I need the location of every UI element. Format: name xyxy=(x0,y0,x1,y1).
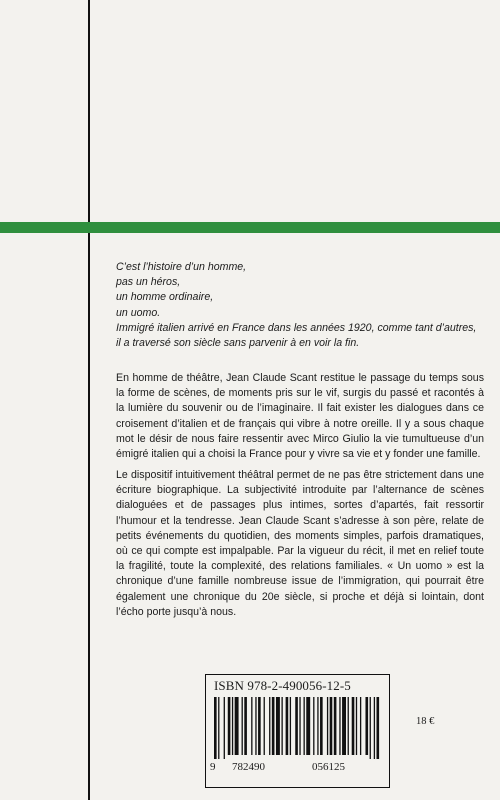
barcode-bar xyxy=(269,697,270,755)
barcode-bar xyxy=(306,697,310,755)
intro-line: Immigré italien arrivé en France dans les années 1920, comme tant d’autres, xyxy=(116,321,477,334)
barcode-bar xyxy=(320,697,323,755)
barcode-bar xyxy=(370,697,371,759)
intro-line: C’est l’histoire d’un homme, xyxy=(116,261,247,273)
intro-line: un uomo. xyxy=(116,306,161,319)
barcode-digit-lead: 9 xyxy=(210,761,216,773)
barcode-bar xyxy=(365,697,368,755)
barcode-bar xyxy=(342,697,346,755)
barcode-bar xyxy=(281,697,282,755)
barcode-bar xyxy=(232,697,233,755)
barcode-bar xyxy=(264,697,265,755)
intro-quote xyxy=(116,260,486,351)
barcode-bar xyxy=(352,697,355,755)
isbn-box xyxy=(205,674,390,788)
barcode-bar xyxy=(258,697,261,755)
vertical-rule xyxy=(88,0,90,800)
intro-line: il a traversé son siècle sans parvenir à en voir la fin. xyxy=(116,337,360,350)
barcode-bar xyxy=(255,697,256,755)
barcode-bar xyxy=(376,697,379,759)
barcode-bar xyxy=(374,697,375,759)
barcode-bar xyxy=(214,697,217,759)
intro-line: pas un héros, xyxy=(116,276,181,289)
price-label: 18 € xyxy=(416,716,435,727)
barcode-bar xyxy=(251,697,252,755)
barcode-bar xyxy=(339,697,340,755)
barcode-bar xyxy=(356,697,357,755)
barcode-bar xyxy=(286,697,289,755)
barcode-bar xyxy=(313,697,314,755)
green-band xyxy=(0,222,500,233)
barcode-bar xyxy=(317,697,318,755)
barcode-bar xyxy=(334,697,337,755)
barcode-bar xyxy=(295,697,298,755)
body-paragraph-1: En homme de théâtre, Jean Claude Scant restitue le passage du temps sous la forme de scènes, de moments pris sur le vif, surgis du passé et racontés à la lumière du souvenir ou de l’imaginaire. Il fait exister les dialogues dans ce croisement d’italien et de français qui vibre à notre oreille. Il y a sous chaque mot le désir de nous faire ressentir avec Mirco Giulio la vie tumultueuse d’un émigré italien qui a choisi la France pour y vivre sa vie et y fonder une famille. xyxy=(116,372,484,461)
barcode-bar xyxy=(224,697,225,759)
barcode-bar xyxy=(330,697,333,755)
body-paragraph-2: Le dispositif intuitivement théâtral permet de ne pas être strictement dans une écriture biographique. La subjectivité introduite par l’alternance de scènes dialoguées et de passages plus intimes, sortes d’apartés, fait ressortir l’humour et la tendresse. Jean Claude Scant s’adresse à son père, relate de petits événements du quotidien, des moments simples, parfois dramatiques, où ce qui compte est impalpable. Par la vigueur du récit, il met en relief toute la fragilité, toute la complexité, des relations familiales. « Un uomo » est la chronique d’une famille nombreuse issue de l’immigration, qui pourrait être également une chronique du 20e siècle, si proche et déjà si lointain, dont l’écho porte jusqu’à nous. xyxy=(116,469,484,618)
barcode-digits-right: 056125 xyxy=(312,761,345,773)
isbn-label: ISBN 978-2-490056-12-5 xyxy=(214,678,351,693)
barcode-bar xyxy=(228,697,231,755)
barcode-bar xyxy=(290,697,291,755)
barcode-bar xyxy=(348,697,349,755)
barcode-bar xyxy=(242,697,243,755)
barcode-bar xyxy=(272,697,275,755)
barcode-image xyxy=(214,697,382,759)
barcode-bar xyxy=(304,697,305,755)
barcode-digits-left: 782490 xyxy=(232,761,265,773)
barcode-bar xyxy=(244,697,247,755)
barcode-bar xyxy=(235,697,239,755)
barcode-bar xyxy=(360,697,361,755)
barcode-bar xyxy=(276,697,280,755)
barcode-bar xyxy=(327,697,328,755)
intro-line: un homme ordinaire, xyxy=(116,291,214,304)
barcode-bar xyxy=(218,697,219,759)
barcode-bar xyxy=(299,697,300,755)
